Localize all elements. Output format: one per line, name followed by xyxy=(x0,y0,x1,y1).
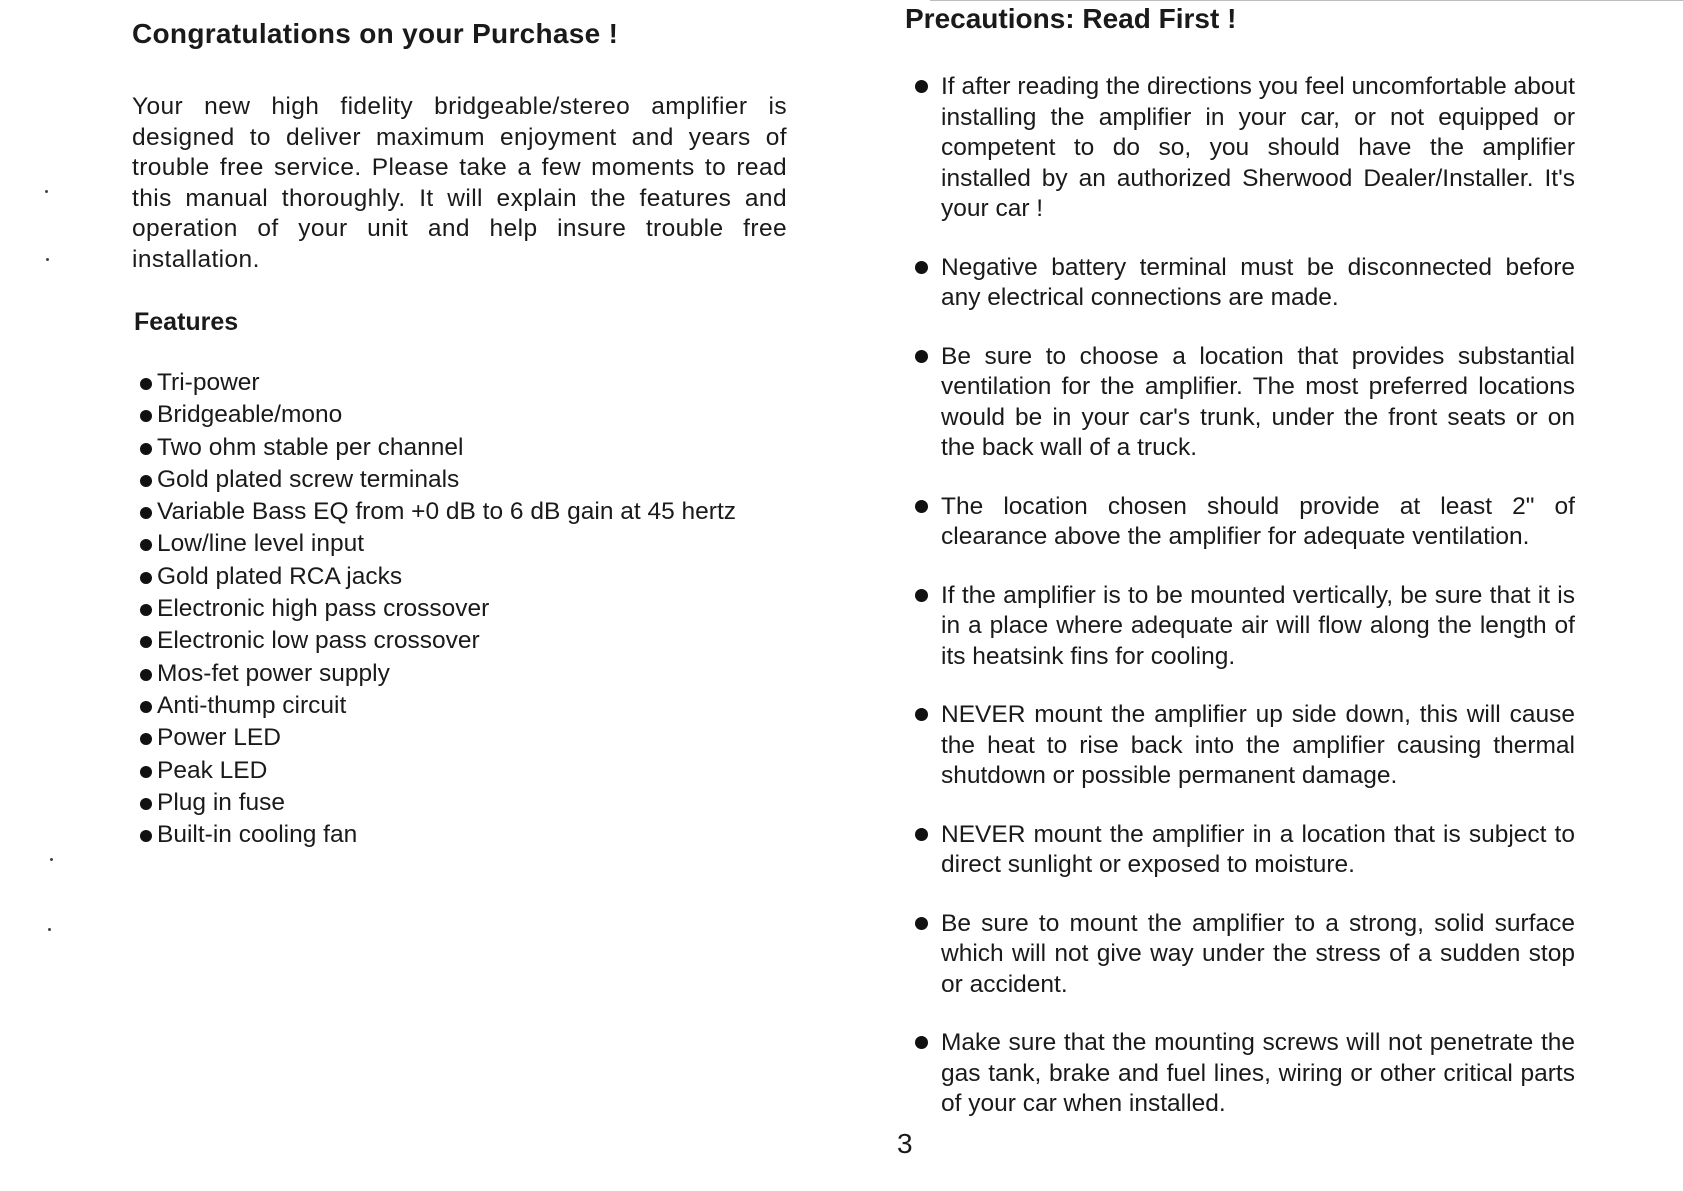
bullet-icon xyxy=(915,261,928,274)
feature-text: Two ohm stable per channel xyxy=(157,433,464,461)
bullet-icon xyxy=(915,350,928,363)
precaution-text: If the amplifier is to be mounted vertically, be sure that it is in a place where adequate air will flow along the length of its heatsink fins for cooling. xyxy=(941,581,1575,670)
intro-paragraph: Your new high fidelity bridgeable/stereo amplifier is designed to deliver maximum enjoyment and years of trouble free service. Please take a few moments to read this manual thoroughly. It will explain the features and operation of your unit and help insure trouble free installation. xyxy=(132,93,787,273)
bullet-icon xyxy=(140,475,152,487)
scan-speck xyxy=(50,858,53,861)
feature-item xyxy=(140,528,790,560)
feature-text: Plug in fuse xyxy=(157,788,286,816)
feature-item xyxy=(140,787,790,819)
bullet-icon xyxy=(140,766,152,778)
bullet-icon xyxy=(140,572,152,584)
bullet-icon xyxy=(140,507,152,519)
precaution-text: If after reading the directions you feel uncomfortable about installing the amplifier in your car, or not equipped or competent to do so, you should have the amplifier installed by an authorized Sherwood Dealer/Installer. It's your car ! xyxy=(941,73,1575,222)
feature-text: Anti-thump circuit xyxy=(157,691,347,719)
feature-text: Low/line level input xyxy=(157,530,365,558)
feature-item xyxy=(140,755,790,787)
purchase-heading: Congratulations on your Purchase ! xyxy=(132,18,619,49)
feature-item xyxy=(140,690,790,722)
precaution-text: Negative battery terminal must be disconnected before any electrical connections are made. xyxy=(941,253,1575,311)
bullet-icon xyxy=(140,539,152,551)
precaution-text: NEVER mount the amplifier in a location that is subject to direct sunlight or exposed to moisture. xyxy=(941,820,1575,878)
scan-speck xyxy=(45,190,48,193)
feature-item xyxy=(140,432,790,464)
precaution-text: The location chosen should provide at least 2" of clearance above the amplifier for adequate ventilation. xyxy=(941,492,1575,550)
feature-text: Mos-fet power supply xyxy=(157,659,390,687)
left-page xyxy=(130,12,790,851)
feature-text: Electronic high pass crossover xyxy=(157,595,490,623)
bullet-icon xyxy=(140,410,152,422)
precaution-text: NEVER mount the amplifier up side down, this will cause the heat to rise back into the amplifier causing thermal shutdown or possible permanent damage. xyxy=(941,701,1575,789)
bullet-icon xyxy=(915,917,928,930)
feature-item xyxy=(140,593,790,625)
precaution-item xyxy=(915,253,1575,314)
precaution-item xyxy=(915,342,1575,464)
precaution-item xyxy=(915,581,1575,673)
features-list xyxy=(130,367,790,851)
feature-item xyxy=(140,819,790,851)
feature-text: Power LED xyxy=(157,724,281,752)
bullet-icon xyxy=(140,443,152,455)
bullet-icon xyxy=(915,589,928,602)
precaution-item xyxy=(915,72,1575,225)
feature-text: Tri-power xyxy=(157,369,260,396)
bullet-icon xyxy=(915,708,928,721)
feature-item xyxy=(140,464,790,496)
feature-item xyxy=(140,367,790,399)
scan-speck xyxy=(46,258,49,261)
precautions-list xyxy=(915,72,1575,1120)
bullet-icon xyxy=(915,80,928,93)
bullet-icon xyxy=(915,500,928,513)
precaution-text: Be sure to mount the amplifier to a strong, solid surface which will not give way under the stress of a sudden stop or accident. xyxy=(941,909,1575,998)
bullet-icon xyxy=(140,798,152,810)
feature-item xyxy=(140,496,790,528)
feature-item xyxy=(140,561,790,593)
feature-text: Peak LED xyxy=(157,756,268,784)
precaution-text: Be sure to choose a location that provides substantial ventilation for the amplifier. The most preferred locations would be in your car's trunk, under the front seats or on the back wall of a truck. xyxy=(941,342,1575,461)
bullet-icon xyxy=(140,378,152,390)
feature-text: Gold plated RCA jacks xyxy=(157,562,403,590)
precaution-item xyxy=(915,492,1575,553)
bullet-icon xyxy=(915,828,928,841)
feature-text: Bridgeable/mono xyxy=(157,401,343,429)
precautions-heading: Precautions: Read First ! xyxy=(905,2,1237,34)
bullet-icon xyxy=(140,701,152,713)
bullet-icon xyxy=(140,636,152,648)
bullet-icon xyxy=(140,604,152,616)
precaution-item xyxy=(915,700,1575,792)
features-heading: Features xyxy=(134,308,239,336)
precaution-item xyxy=(915,820,1575,881)
feature-text: Electronic low pass crossover xyxy=(157,627,480,655)
feature-text: Built-in cooling fan xyxy=(157,821,358,849)
page-number: 3 xyxy=(897,1128,913,1159)
bullet-icon xyxy=(140,830,152,842)
feature-item xyxy=(140,722,790,754)
bullet-icon xyxy=(140,733,152,745)
precaution-item xyxy=(915,909,1575,1001)
bullet-icon xyxy=(140,669,152,681)
precaution-text: Make sure that the mounting screws will not penetrate the gas tank, brake and fuel lines, wiring or other critical parts of your car when installed. xyxy=(941,1029,1575,1117)
feature-item xyxy=(140,625,790,657)
bullet-icon xyxy=(915,1036,928,1049)
feature-item xyxy=(140,399,790,431)
scan-speck xyxy=(48,928,51,931)
feature-text: Variable Bass EQ from +0 dB to 6 dB gain at 45 hertz xyxy=(157,498,737,526)
feature-item xyxy=(140,658,790,690)
precaution-item xyxy=(915,1028,1575,1120)
feature-text: Gold plated screw terminals xyxy=(157,465,460,493)
